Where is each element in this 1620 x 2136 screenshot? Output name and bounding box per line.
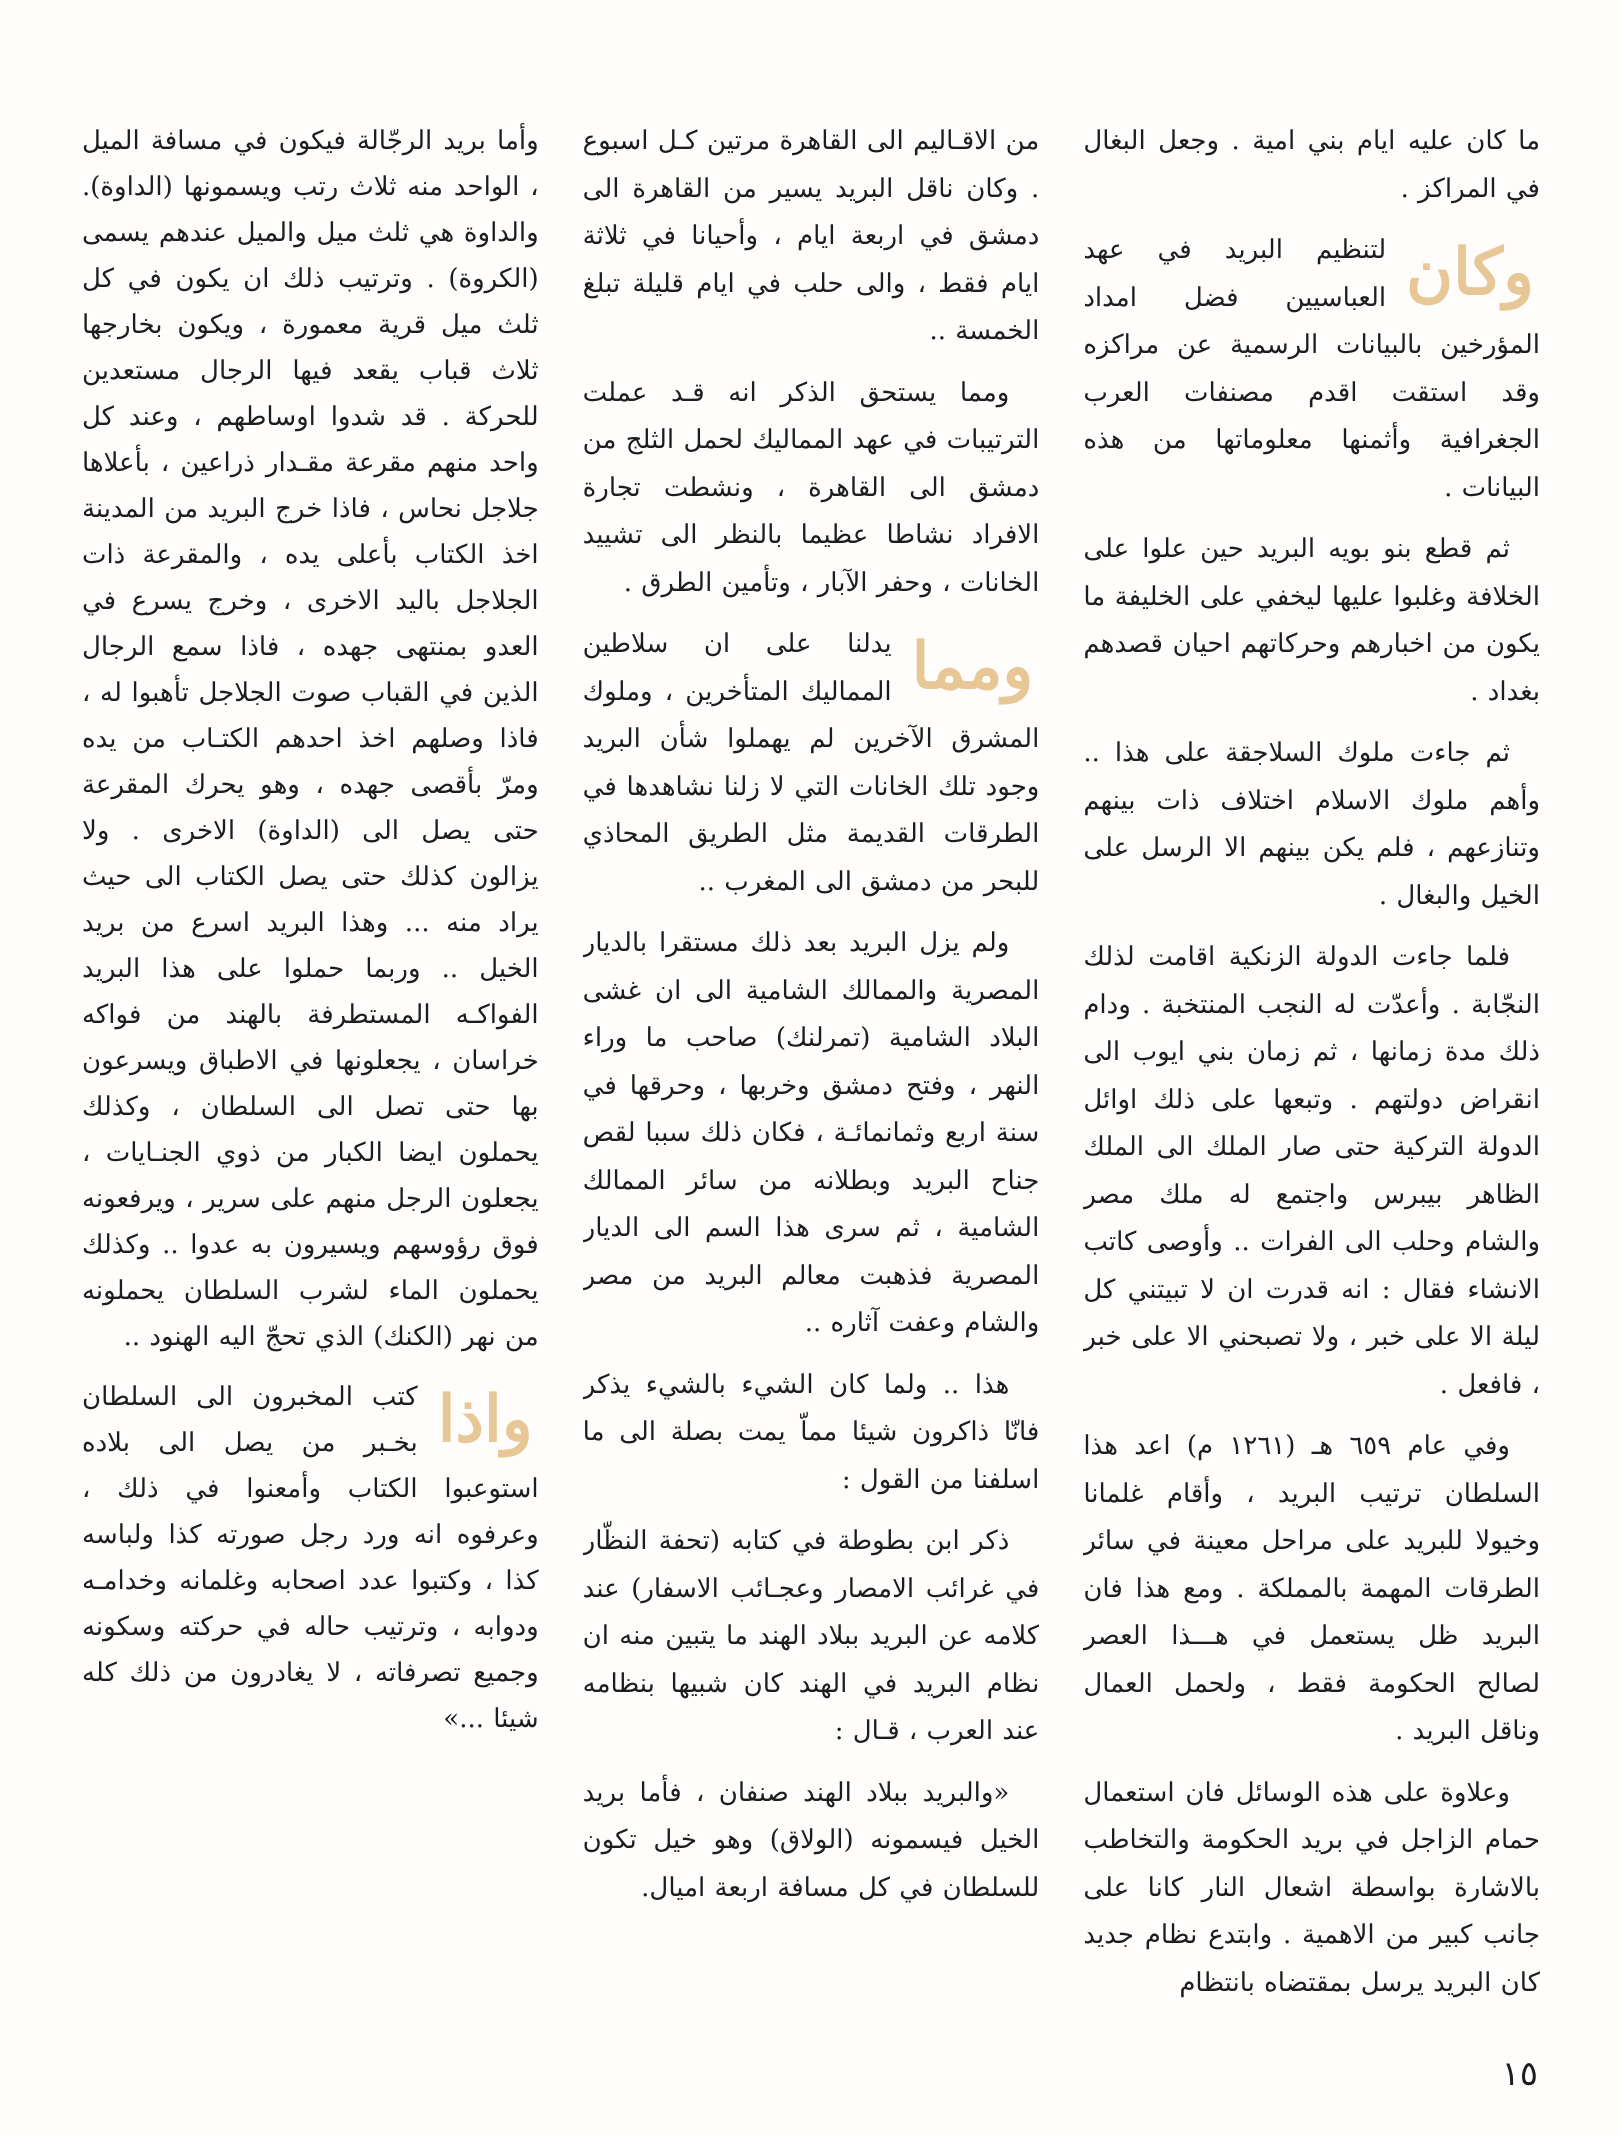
column-left [82, 118, 539, 2008]
paragraph: هذا .. ولما كان الشيء بالشيء يذكر فانّا ذاكرون شيئا مماّ يمت بصلة الى ما اسلفنا من القول : [582, 1369, 1040, 1495]
column-right [1083, 118, 1540, 2008]
paragraph: ولم يزل البريد بعد ذلك مستقرا بالديار المصرية والممالك الشامية الى ان غشى البلاد الشامية (تمرلنك) صاحب ما وراء النهر ، وفتح دمشق وخربها ، وحرقها في سنة اربع وثمانمائـة ، فكان ذلك سببا لقص جناح البريد وبطلانه من سائر الممالك الشامية ، ثم سرى هذا السم الى الديار المصرية فذهبت معالم البريد من مصر والشام وعفت آثاره .. [582, 928, 1040, 1338]
paragraph-text: كتب المخبرون الى السلطان بخـبر من يصل الى بلاده استوعبوا الكتاب وأمعنوا في ذلك ، وعرفوه انه ورد رجل صورته كذا ولباسه كذا ، وكتبوا عدد اصحابه وغلمانه وخدامـه ودوابه ، وترتيب حاله في حركته وسكونه وجميع تصرفاته ، لا يغادرون من ذلك كله شيئا ...» [81, 1382, 539, 1734]
paragraph: ذكر ابن بطوطة في كتابه (تحفة النظّار في غرائب الامصار وعجـائب الاسفار) عند كلامه عن البريد ببلاد الهند ما يتبين منه ان نظام البريد في الهند كان شبيها بنظامه عند العرب ، قـال : [582, 1526, 1040, 1746]
column-middle [583, 118, 1040, 2008]
decorative-initial: واذا [437, 1382, 533, 1457]
page-number: ١٥ [1501, 2054, 1538, 2094]
paragraph [82, 1374, 539, 1742]
paragraph: ما كان عليه ايام بني امية . وجعل البغال في المراكز . [1083, 126, 1540, 204]
text-columns [82, 118, 1540, 2008]
decorative-initial: وكان [1406, 235, 1534, 310]
paragraph-text: يدلنا على ان سلاطين المماليك المتأخرين ، وملوك المشرق الآخرين لم يهملوا شأن البريد وجود تلك الخانات التي لا زلنا نشاهدها في الطرقات القديمة مثل الطريق المحاذي للبحر من دمشق الى المغرب .. [582, 629, 1040, 897]
paragraph: وأما بريد الرجّالة فيكون في مسافة الميل ، الواحد منه ثلاث رتب ويسمونها (الداوة). والداوة هي ثلث ميل والميل عندهم يسمى (الكروة) . وترتيب ذلك ان يكون في كل ثلث ميل قرية معمورة ، ويكون بخارجها ثلاث قباب يقعد فيها الرجال مستعدين للحركة . قد شدوا اوساطهم ، وعند كل واحد منهم مقرعة مقـدار ذراعين ، بأعلاها جلاجل نحاس ، فاذا خرج البريد من المدينة اخذ الكتاب بأعلى يده ، والمقرعة ذات الجلاجل باليد الاخرى ، وخرج يسرع في العدو بمنتهى جهده ، فاذا سمع الرجال الذين في القباب صوت الجلاجل تأهبوا له ، فاذا وصلهم اخذ احدهم الكتـاب من يده ومرّ بأقصى جهده ، وهو يحرك المقرعة حتى يصل الى (الداوة) الاخرى . ولا يزالون كذلك حتى يصل الكتاب الى حيث يراد منه ... وهذا البريد اسرع من بريد الخيل .. وربما حملوا على هذا البريد الفواكـه المستطرفة بالهند من فواكه خراسان ، يجعلونها في الاطباق ويسرعون بها حتى تصل الى السلطان ، وكذلك يحملون ايضا الكبار من ذوي الجنـايات ، يجعلون الرجل منهم على سرير ، ويرفعونه فوق رؤوسهم ويسيرون به عدوا .. وكذلك يحملون الماء لشرب السلطان يحملونه من نهر (الكنك) الذي تحجّ اليه الهنود .. [81, 126, 539, 1352]
paragraph: ومما يستحق الذكر انه قـد عملت الترتيبات في عهد المماليك لحمل الثلج من دمشق الى القاهرة ، ونشطت تجارة الافراد نشاطا عظيما بالنظر الى تشييد الخانات ، وحفر الآبار ، وتأمين الطرق . [582, 377, 1040, 598]
paragraph: فلما جاءت الدولة الزنكية اقامت لذلك النجّابة . وأعدّت له النجب المنتخبة . ودام ذلك مدة زمانها ، ثم زمان بني ايوب الى انقراض دولتهم . وتبعها على ذلك اوائل الدولة التركية حتى صار الملك الى الملك الظاهر بيبرس واجتمع له ملك مصر والشام وحلب الى الفرات .. وأوصى كاتب الانشاء فقال : انه قدرت ان لا تبيتني كل ليلة الا على خبر ، ولا تصبحني الا على خبر ، فافعل . [1083, 942, 1540, 1400]
paragraph: من الاقـاليم الى القاهرة مرتين كـل اسبوع . وكان ناقل البريد يسير من القاهرة الى دمشق في اربعة ايام ، وأحيانا في ثلاثة ايام فقط ، والى حلب في ايام قليلة تبلغ الخمسة .. [582, 126, 1040, 346]
decorative-initial: ومما [911, 629, 1034, 704]
paragraph: «والبريد ببلاد الهند صنفان ، فأما بريد الخيل فيسمونه (الولاق) وهو خيل تكون للسلطان في كل مسافة اربعة اميال. [582, 1777, 1040, 1903]
paragraph [1083, 227, 1540, 512]
paragraph-text: لتنظيم البريد في عهد العباسيين فضل امداد المؤرخين بالبيانات الرسمية عن مراكزه وقد استقت اقدم مصنفات العرب الجغرافية وأثمنها معلوماتها من هذه البيانات . [1083, 235, 1540, 503]
paragraph: ثم جاءت ملوك السلاجقة على هذا .. وأهم ملوك الاسلام اختلاف ذات بينهم وتنازعهم ، فلم يكن بينهم الا الرسل على الخيل والبغال . [1083, 738, 1540, 911]
paragraph: ثم قطع بنو بويه البريد حين علوا على الخلافة وغلبوا عليها ليخفي على الخليفة ما يكون من اخبارهم وحركاتهم احيان قصدهم بغداد . [1083, 534, 1540, 707]
paragraph: وفي عام ٦٥٩ هـ (١٢٦١ م) اعد هذا السلطان ترتيب البريد ، وأقام غلمانا وخيولا للبريد على مراحل معينة في سائر الطرقات المهمة بالمملكة . ومع هذا فان البريد ظل يستعمل في هـــذا العصر لصالح الحكومة فقط ، ولحمل العمال وناقل البريد . [1083, 1431, 1540, 1746]
paragraph: وعلاوة على هذه الوسائل فان استعمال حمام الزاجل في بريد الحكومة والتخاطب بالاشارة بواسطة اشعال النار كانا على جانب كبير من الاهمية . وابتدع نظام جديد كان البريد يرسل بمقتضاه بانتظام [1083, 1777, 1540, 1998]
paragraph [583, 621, 1040, 906]
